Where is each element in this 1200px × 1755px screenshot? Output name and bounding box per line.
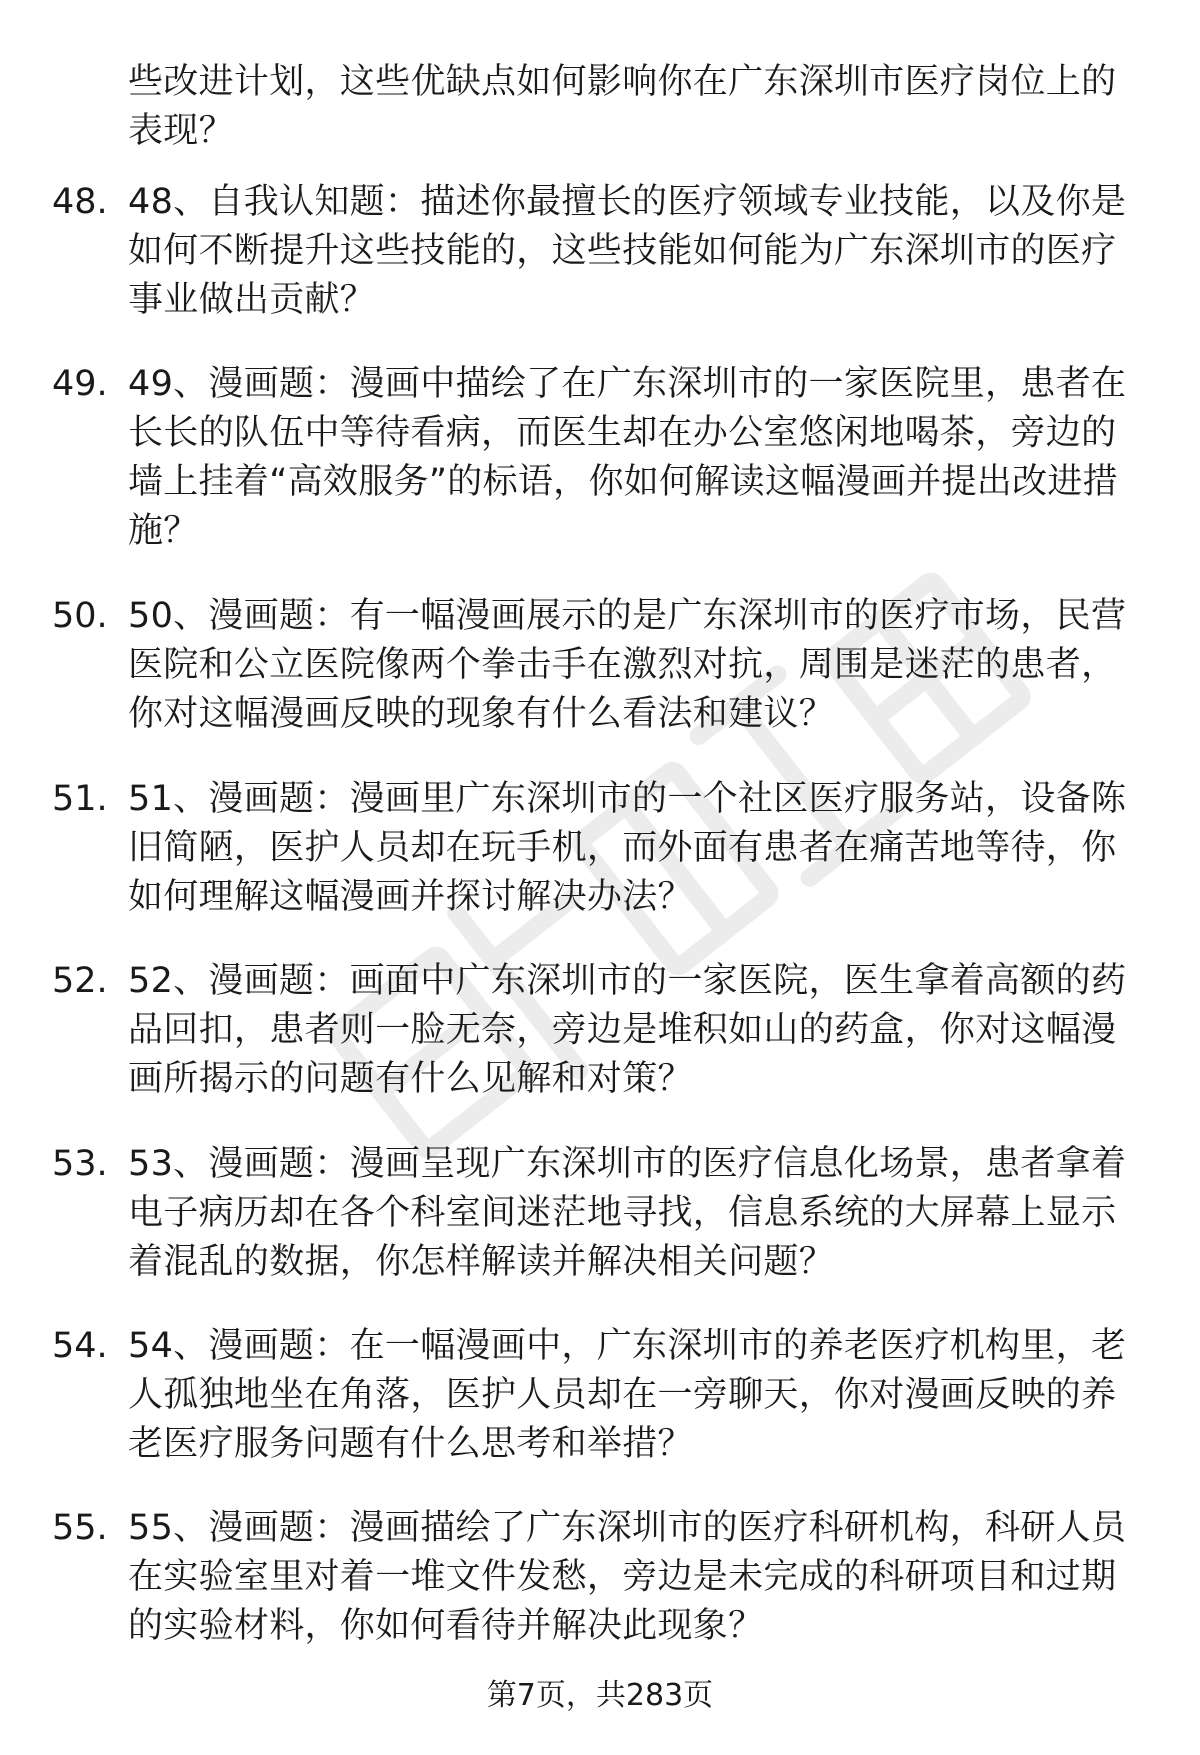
question-text: 48、自我认知题：描述你最擅长的医疗领域专业技能，以及你是如何不断提升这些技能的，这些技能如何能为广东深圳市的医疗事业做出贡献？: [128, 182, 1127, 320]
question-number: 51.: [52, 779, 108, 819]
question-number: 49.: [52, 364, 108, 404]
question-text: 53、漫画题：漫画呈现广东深圳市的医疗信息化场景，患者拿着电子病历却在各个科室间迷茫地寻找，信息系统的大屏幕上显示着混乱的数据，你怎样解读并解决相关问题？: [128, 1144, 1127, 1282]
question-text: 54、漫画题：在一幅漫画中，广东深圳市的养老医疗机构里，老人孤独地坐在角落，医护人员却在一旁聊天，你对漫画反映的养老医疗服务问题有什么思考和举措？: [128, 1326, 1127, 1464]
question-number: 54.: [52, 1326, 108, 1366]
question-number: 48.: [52, 182, 108, 222]
question-number: 50.: [52, 596, 108, 636]
question-number: 52.: [52, 961, 108, 1001]
question-text: 49、漫画题：漫画中描绘了在广东深圳市的一家医院里，患者在长长的队伍中等待看病，而医生却在办公室悠闲地喝茶，旁边的墙上挂着“高效服务”的标语，你如何解读这幅漫画并提出改进措施？: [128, 364, 1127, 551]
question-text: 55、漫画题：漫画描绘了广东深圳市的医疗科研机构，科研人员在实验室里对着一堆文件发愁，旁边是未完成的科研项目和过期的实验材料，你如何看待并解决此现象？: [128, 1508, 1127, 1646]
question-text: 50、漫画题：有一幅漫画展示的是广东深圳市的医疗市场，民营医院和公立医院像两个拳击手在激烈对抗，周围是迷茫的患者，你对这幅漫画反映的现象有什么看法和建议？: [128, 596, 1127, 734]
question-text: 52、漫画题：画面中广东深圳市的一家医院，医生拿着高额的药品回扣，患者则一脸无奈，旁边是堆积如山的药盒，你对这幅漫画所揭示的问题有什么见解和对策？: [128, 961, 1127, 1099]
question-text: 51、漫画题：漫画里广东深圳市的一个社区医疗服务站，设备陈旧简陋，医护人员却在玩手机，而外面有患者在痛苦地等待，你如何理解这幅漫画并探讨解决办法？: [128, 779, 1127, 917]
page-footer: 第7页，共283页: [486, 1678, 714, 1713]
question-number: 55.: [52, 1508, 108, 1548]
continuation-text: 些改进计划，这些优缺点如何影响你在广东深圳市医疗岗位上的表现？: [128, 62, 1117, 151]
question-number: 53.: [52, 1144, 108, 1184]
